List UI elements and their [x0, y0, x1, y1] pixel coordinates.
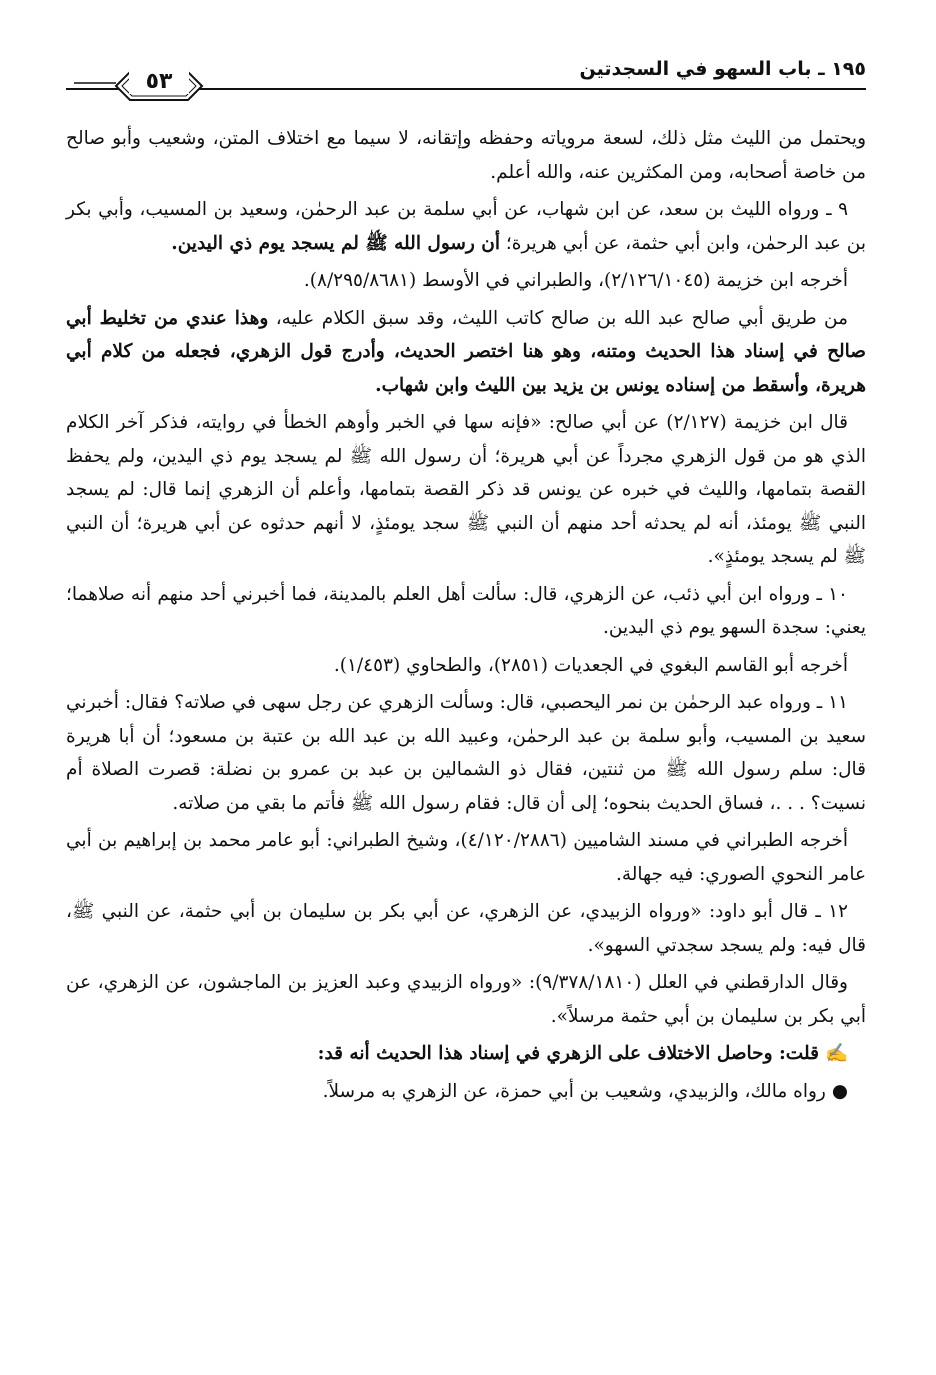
list-item: ●رواه مالك، والزبيدي، وشعيب بن أبي حمزة، عن الزهري به مرسلاً. [322, 1080, 848, 1102]
paragraph: أخرجه الطبراني في مسند الشاميين (٤/١٢٠/٢٨٨٦)، وشيخ الطبراني: أبو عامر محمد بن إبراهيم بن أبي عامر النحوي الصوري: فيه جهالة. [66, 830, 866, 885]
paragraph: قال ابن خزيمة (٢/١٢٧) عن أبي صالح: «فإنه سها في الخبر وأوهم الخطأ في روايته، فذكر آخر الكلام الذي هو من قول الزهري مجرداً عن أبي هريرة؛ أن رسول الله ﷺ لم يسجد يوم ذي اليدين، ولم يحفظ القصة بتمامها، والليث في خبره عن يونس قد ذكر القصة بتمامها، وأعلم أن الزهري إنما قال: لم يسجد النبي ﷺ يومئذ، أنه لم يحدثه أحد منهم أن النبي ﷺ سجد يومئذٍ، لا أنهم حدثوه عن أبي هريرة؛ أن النبي ﷺ لم يسجد يومئذٍ». [66, 412, 866, 567]
running-head: ١٩٥ ـ باب السهو في السجدتين [579, 58, 866, 80]
bullet-icon: ● [831, 1080, 848, 1102]
paragraph: وقال الدارقطني في العلل (٩/٣٧٨/١٨١٠): «ورواه الزبيدي وعبد العزيز بن الماجشون، عن الزهري، عن أبي بكر بن سليمان بن أبي حثمة مرسلاً». [66, 972, 866, 1027]
page-number: ٥٣ [129, 69, 189, 94]
page-header [66, 52, 866, 100]
page [66, 52, 866, 1112]
paragraph: ١١ ـ ورواه عبد الرحمٰن بن نمر اليحصبي، قال: وسألت الزهري عن رجل سهى في صلاته؟ فقال: أخبرني سعيد بن المسيب، وأبو سلمة بن عبد الرحمٰن، وعبيد الله بن عبد الله بن عتبة بن مسعود؛ أن أبا هريرة قال: سلم رسول الله ﷺ من ثنتين، فقال ذو الشمالين بن عبد بن عمرو بن نضلة: قصرت الصلاة أم نسيت؟ . . .، فساق الحديث بنحوه؛ إلى أن قال: فقام رسول الله ﷺ فأتم ما بقي من صلاته. [66, 692, 866, 814]
paragraph: ٩ ـ ورواه الليث بن سعد، عن ابن شهاب، عن أبي سلمة بن عبد الرحمٰن، وسعيد بن المسيب، وأبي بكر بن عبد الرحمٰن، وابن أبي حثمة، عن أبي هريرة؛ أن رسول الله ﷺ لم يسجد يوم ذي اليدين. [66, 199, 866, 254]
paragraph: أخرجه ابن خزيمة (٢/١٢٦/١٠٤٥)، والطبراني في الأوسط (٨/٢٩٥/٨٦٨١). [303, 270, 848, 291]
paragraph: أخرجه أبو القاسم البغوي في الجعديات (٢٨٥١)، والطحاوي (١/٤٥٣). [333, 654, 848, 676]
pen-icon: ✍ [824, 1043, 848, 1064]
paragraph: ١٢ ـ قال أبو داود: «ورواه الزبيدي، عن الزهري، عن أبي بكر بن سليمان بن أبي حثمة، عن النبي ﷺ، قال فيه: ولم يسجد سجدتي السهو». [66, 901, 866, 956]
paragraph: ويحتمل من الليث مثل ذلك، لسعة مروياته وحفظه وإتقانه، لا سيما مع اختلاف المتن، وشعيب وأبو صالح من خاصة أصحابه، ومن المكثرين عنه، والله أعلم. [66, 128, 866, 183]
paragraph: ✍قلت: وحاصل الاختلاف على الزهري في إسناد هذا الحديث أنه قد: [317, 1043, 848, 1064]
paragraph: ١٠ ـ ورواه ابن أبي ذئب، عن الزهري، قال: سألت أهل العلم بالمدينة، فما أخبرني أحد منهم أنه صلاهما؛ يعني: سجدة السهو يوم ذي اليدين. [66, 583, 866, 638]
page-body [66, 122, 866, 1108]
page-number-ornament [74, 66, 244, 106]
paragraph: من طريق أبي صالح عبد الله بن صالح كاتب الليث، وقد سبق الكلام عليه، وهذا عندي من تخليط أبي صالح في إسناد هذا الحديث ومتنه، وهو هنا اختصر الحديث، وأدرج قول الزهري، فجعله من كلام أبي هريرة، وأسقط من إسناده يونس بن يزيد بين الليث وابن شهاب. [66, 307, 866, 396]
